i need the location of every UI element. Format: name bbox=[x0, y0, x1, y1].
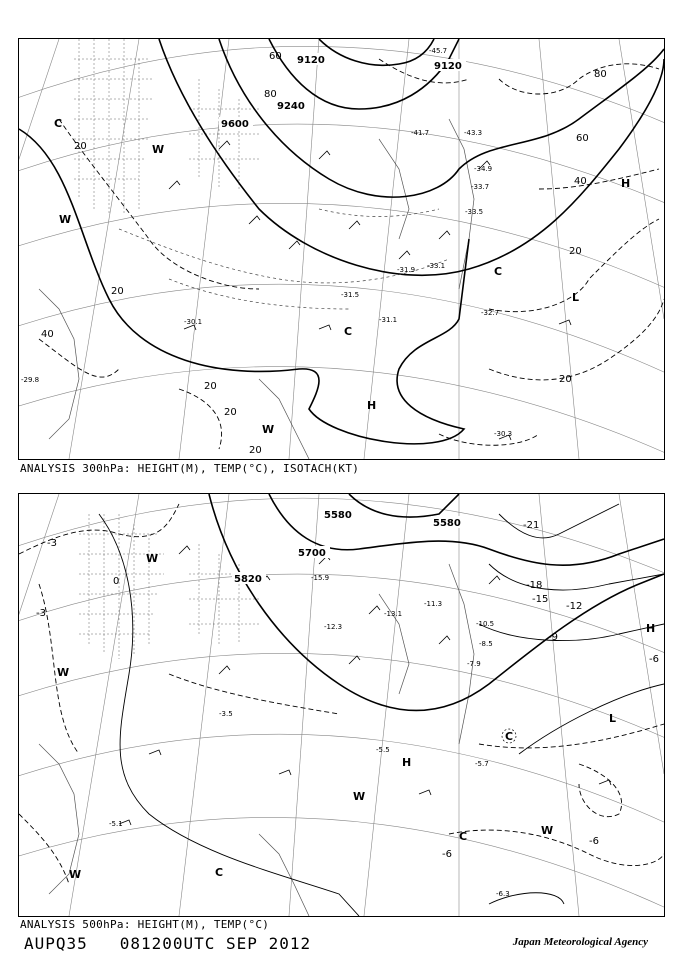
temperature-label: -11.3 bbox=[424, 600, 443, 608]
agency-name: Japan Meteorological Agency bbox=[512, 936, 648, 948]
height-label: 5580 bbox=[433, 518, 461, 529]
height-label: 9240 bbox=[277, 101, 305, 112]
cold-center-marker: C bbox=[54, 117, 63, 130]
isotach-label: 40 bbox=[41, 329, 54, 340]
pressure-center-group bbox=[54, 117, 630, 436]
valid-time: 081200UTC SEP 2012 bbox=[119, 934, 312, 953]
height-label: 5580 bbox=[324, 510, 352, 521]
isotach-label: 20 bbox=[559, 374, 572, 385]
cold-center-marker: C bbox=[344, 325, 353, 338]
warm-center-marker: W bbox=[262, 423, 275, 436]
temperature-label: -43.3 bbox=[464, 129, 483, 137]
temperature-label: -5.7 bbox=[475, 760, 489, 768]
map-500hpa-canvas bbox=[19, 494, 664, 916]
temperature-label: -31.5 bbox=[341, 291, 360, 299]
temperature-label: -9 bbox=[548, 632, 558, 643]
high-pressure-marker: H bbox=[621, 177, 631, 190]
temperature-contours bbox=[99, 504, 664, 916]
temperature-label: -33.5 bbox=[465, 208, 484, 216]
temperature-label: -6 bbox=[589, 836, 599, 847]
latitude-grid bbox=[19, 46, 664, 459]
temperature-label: -12 bbox=[566, 601, 583, 612]
temperature-label: -30.3 bbox=[494, 430, 513, 438]
warm-center-marker: W bbox=[57, 666, 70, 679]
height-label-group bbox=[219, 53, 466, 130]
temperature-label: -32.7 bbox=[481, 309, 500, 317]
longitude-grid bbox=[19, 39, 664, 459]
temperature-label: -8.5 bbox=[479, 640, 493, 648]
temperature-label: -33.1 bbox=[427, 262, 446, 270]
temperature-label: -30.1 bbox=[184, 318, 203, 326]
temperature-label: -18 bbox=[526, 580, 543, 591]
low-pressure-marker: L bbox=[609, 712, 617, 725]
height-label-group bbox=[232, 508, 465, 585]
warm-center-marker: W bbox=[353, 790, 366, 803]
chart-identifier bbox=[24, 934, 311, 953]
temperature-label: -21 bbox=[523, 520, 540, 531]
temperature-label: -5.5 bbox=[376, 746, 390, 754]
isotach-label: 20 bbox=[249, 445, 262, 456]
warm-center-marker: W bbox=[146, 552, 159, 565]
cold-center-marker: C bbox=[459, 830, 468, 843]
temperature-label: -12.3 bbox=[324, 623, 343, 631]
temperature-label: -15.9 bbox=[311, 574, 330, 582]
latitude-grid bbox=[19, 498, 664, 914]
temperature-label: -41.7 bbox=[411, 129, 430, 137]
temperature-label: -45.7 bbox=[429, 47, 448, 55]
height-label: 5700 bbox=[298, 548, 326, 559]
chart-id-code: AUPQ35 bbox=[24, 934, 88, 953]
isotach-label: 20 bbox=[224, 407, 237, 418]
temperature-label: 0 bbox=[113, 576, 120, 587]
height-label: 5820 bbox=[234, 574, 262, 585]
temperature-label: -6 bbox=[649, 654, 659, 665]
map-500hpa-caption: ANALYSIS 500hPa: HEIGHT(M), TEMP(°C) bbox=[20, 918, 270, 931]
warm-center-marker: W bbox=[541, 824, 554, 837]
isotach-label: 40 bbox=[574, 176, 587, 187]
isotach-label: 20 bbox=[569, 246, 582, 257]
warm-center-marker: W bbox=[69, 868, 82, 881]
isotach-label: 20 bbox=[111, 286, 124, 297]
warm-center-marker: W bbox=[152, 143, 165, 156]
temperature-label: -29.8 bbox=[21, 376, 40, 384]
high-pressure-marker: H bbox=[367, 399, 377, 412]
map-500hpa bbox=[18, 493, 665, 917]
temperature-label: -13.1 bbox=[384, 610, 403, 618]
low-pressure-marker: L bbox=[572, 291, 580, 304]
coastline bbox=[39, 564, 474, 916]
isotach-label: 60 bbox=[576, 133, 589, 144]
temperature-label: -7.9 bbox=[467, 660, 481, 668]
cold-center-marker: C bbox=[494, 265, 503, 278]
height-label: 9120 bbox=[297, 55, 325, 66]
isotach-label: 20 bbox=[204, 381, 217, 392]
temperature-label: -34.9 bbox=[474, 165, 493, 173]
cold-center-marker: C bbox=[505, 730, 514, 743]
map-300hpa-canvas bbox=[19, 39, 664, 459]
temperature-label: -33.7 bbox=[471, 183, 490, 191]
height-label: 9120 bbox=[434, 61, 462, 72]
cold-center-marker: C bbox=[215, 866, 224, 879]
wind-barbs bbox=[169, 141, 571, 440]
temperature-label: -3 bbox=[36, 608, 46, 619]
temperature-label: -31.9 bbox=[397, 266, 416, 274]
temperature-label: -3.5 bbox=[219, 710, 233, 718]
isotach-label: 20 bbox=[74, 141, 87, 152]
temperature-label: -6 bbox=[442, 849, 452, 860]
temperature-label: -6.3 bbox=[496, 890, 510, 898]
isotach-label: 80 bbox=[264, 89, 277, 100]
height-label: 9600 bbox=[221, 119, 249, 130]
isotach-label: 60 bbox=[269, 51, 282, 62]
map-300hpa bbox=[18, 38, 665, 460]
temperature-label: -3 bbox=[47, 538, 57, 549]
high-pressure-marker: H bbox=[402, 756, 412, 769]
terrain-hatch bbox=[79, 514, 259, 659]
warm-center-marker: W bbox=[59, 213, 72, 226]
isotach-label: 80 bbox=[594, 69, 607, 80]
longitude-grid bbox=[19, 494, 664, 916]
temperature-label: -10.5 bbox=[476, 620, 495, 628]
high-pressure-marker: H bbox=[646, 622, 656, 635]
temperature-label-group bbox=[21, 47, 512, 438]
temperature-label: -5.1 bbox=[109, 820, 123, 828]
temperature-label: -15 bbox=[532, 594, 549, 605]
map-300hpa-caption: ANALYSIS 300hPa: HEIGHT(M), TEMP(°C), ISOTACH(KT) bbox=[20, 462, 360, 475]
temperature-label: -31.1 bbox=[379, 316, 398, 324]
